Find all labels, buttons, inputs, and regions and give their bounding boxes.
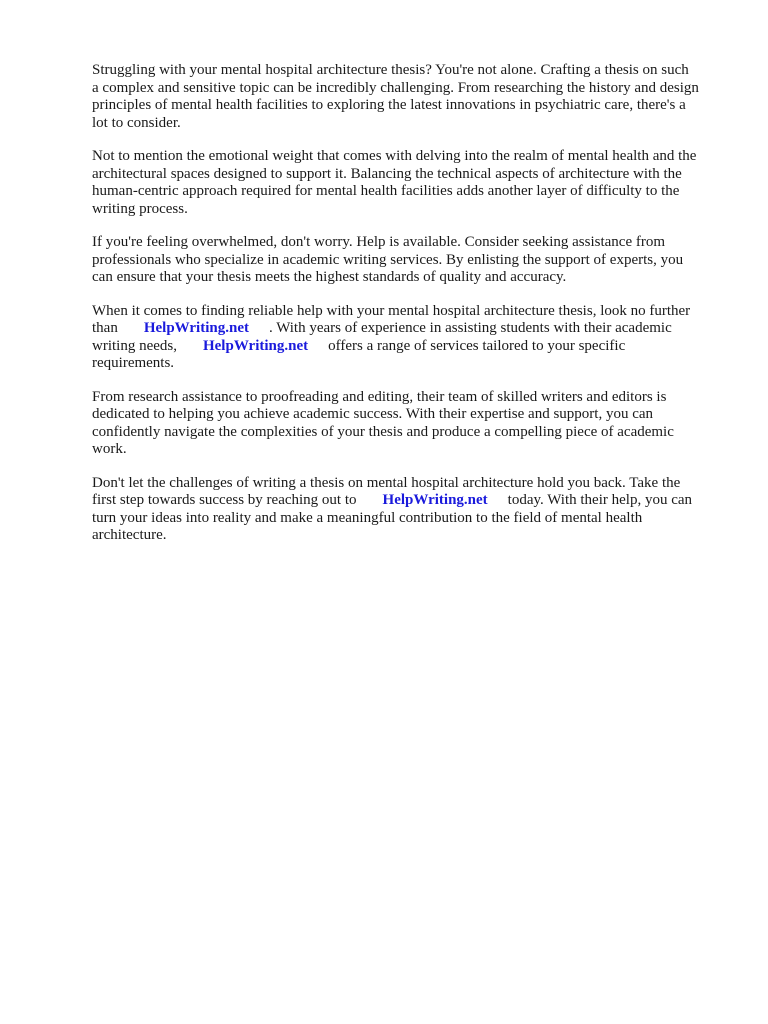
- paragraph-intro: [92, 62, 732, 132]
- text-line: confidently navigate the complexities of your thesis and produce a compelling piece of academic: [92, 423, 674, 440]
- helpwriting-link[interactable]: HelpWriting.net: [382, 492, 488, 508]
- document-page: [92, 62, 732, 561]
- text-fragment: first step towards success by reaching out to: [92, 492, 357, 508]
- text-line: When it comes to finding reliable help with your mental hospital architecture thesis, look no further: [92, 302, 691, 319]
- text-line: requirements.: [92, 355, 175, 371]
- text-line: writing process.: [92, 200, 188, 217]
- text-line: architecture.: [92, 527, 167, 543]
- helpwriting-link[interactable]: HelpWriting.net: [143, 320, 249, 336]
- paragraph-reliable-help: [92, 303, 732, 373]
- text-line: human-centric approach required for mental health facilities adds another layer of difficulty to the: [92, 183, 680, 199]
- text-fragment: writing needs,: [92, 337, 177, 354]
- text-fragment: . With years of experience in assisting students with their academic: [268, 320, 672, 336]
- text-line: architectural spaces designed to support it. Balancing the technical aspects of architecture with the: [92, 165, 682, 182]
- text-line: If you're feeling overwhelmed, don't worry. Help is available. Consider seeking assistance from: [92, 234, 666, 250]
- text-fragment: than: [92, 320, 118, 336]
- text-line: a complex and sensitive topic can be incredibly challenging. From researching the history and design: [92, 79, 699, 96]
- text-line: Struggling with your mental hospital architecture thesis? You're not alone. Crafting a thesis on such: [92, 62, 689, 78]
- text-line: turn your ideas into reality and make a meaningful contribution to the field of mental health: [92, 509, 643, 526]
- paragraph-help-available: [92, 234, 732, 287]
- text-line: work.: [92, 441, 127, 457]
- text-line: [92, 320, 732, 338]
- text-line: Don't let the challenges of writing a thesis on mental hospital architecture hold you back. Take the: [92, 474, 681, 491]
- paragraph-emotional-weight: [92, 148, 732, 218]
- text-line: [92, 492, 732, 510]
- text-fragment: today. With their help, you can: [507, 492, 693, 508]
- paragraph-conclusion: [92, 475, 732, 545]
- helpwriting-link[interactable]: HelpWriting.net: [202, 337, 309, 354]
- text-line: lot to consider.: [92, 114, 181, 131]
- paragraph-services: [92, 389, 732, 459]
- text-line: [92, 338, 732, 356]
- text-line: can ensure that your thesis meets the highest standards of quality and accuracy.: [92, 269, 567, 285]
- text-line: Not to mention the emotional weight that comes with delving into the realm of mental health and the: [92, 148, 697, 164]
- text-line: professionals who specialize in academic writing services. By enlisting the support of experts, you: [92, 251, 684, 268]
- text-line: dedicated to helping you achieve academic success. With their expertise and support, you can: [92, 406, 654, 422]
- text-line: principles of mental health facilities to exploring the latest innovations in psychiatric care, there's a: [92, 97, 686, 113]
- text-fragment: offers a range of services tailored to your specific: [328, 337, 626, 354]
- text-line: From research assistance to proofreading and editing, their team of skilled writers and editors is: [92, 388, 667, 405]
